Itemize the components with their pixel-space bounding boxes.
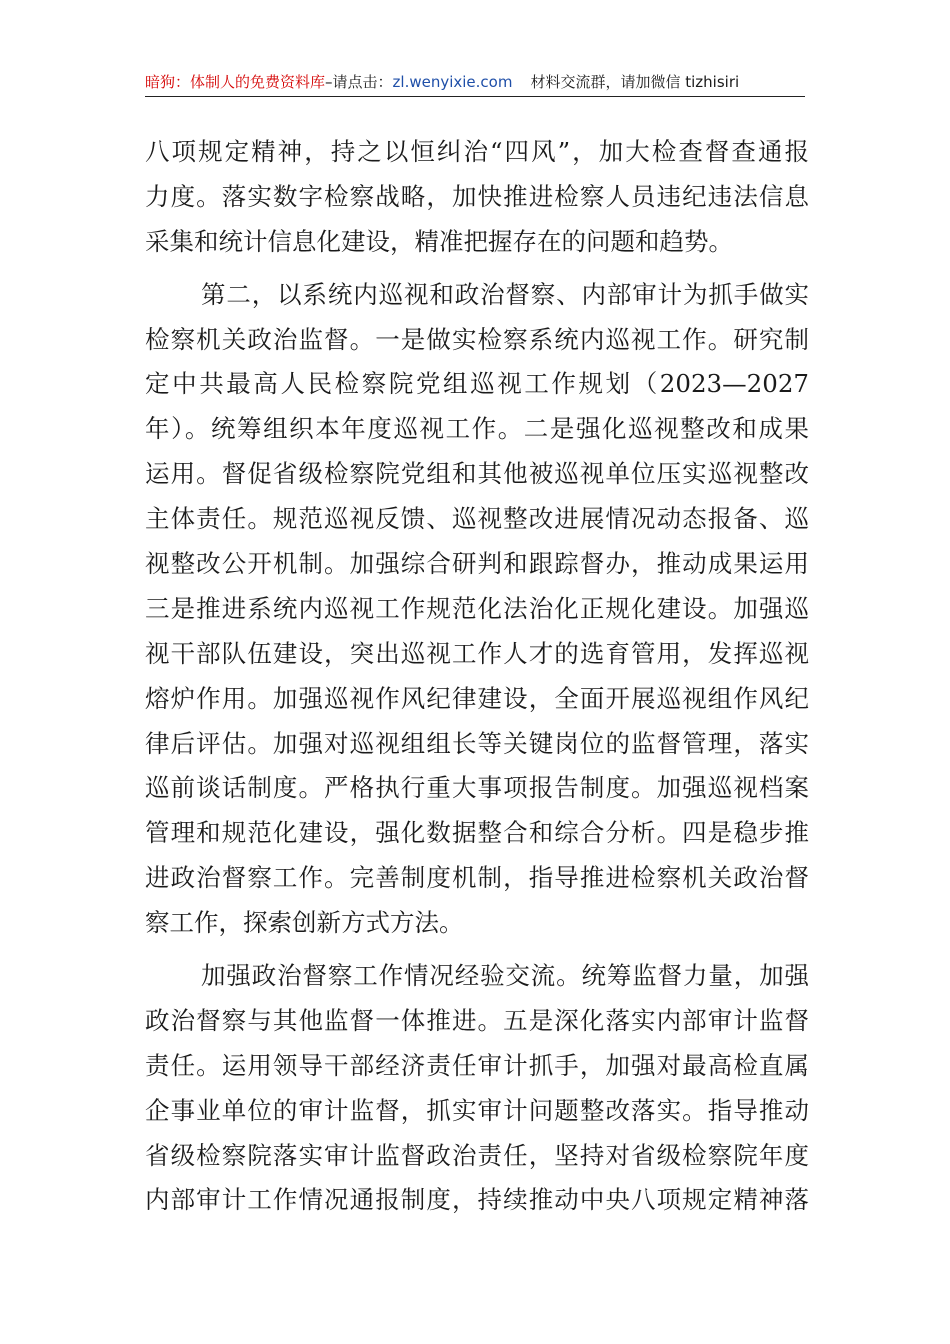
text-line: 察工作，探索创新方式方法。 [145, 908, 464, 938]
paragraph [145, 273, 809, 946]
text-line: 检察机关政治监督。一是做实检察系统内巡视工作。研究制 [145, 324, 809, 354]
text-line: 视干部队伍建设，突出巡视工作人才的选育管用，发挥巡视 [145, 638, 809, 668]
page-header [145, 70, 805, 94]
header-divider [145, 96, 805, 97]
text-line: 加强政治督察工作情况经验交流。统筹监督力量，加强 [201, 961, 809, 991]
text-line: 企事业单位的审计监督，抓实审计问题整改落实。指导推动 [145, 1095, 809, 1125]
text-line: 视整改公开机制。加强综合研判和跟踪督办，推动成果运用 [145, 549, 809, 579]
text-line: 巡前谈话制度。严格执行重大事项报告制度。加强巡视档案 [145, 773, 809, 803]
text-line: 采集和统计信息化建设，精准把握存在的问题和趋势。 [145, 226, 733, 256]
text-line: 定中共最高人民检察院党组巡视工作规划（2023—2027 [145, 369, 809, 399]
text-line: 管理和规范化建设，强化数据整合和综合分析。四是稳步推 [145, 818, 809, 848]
text-line: 政治督察与其他监督一体推进。五是深化落实内部审计监督 [145, 1005, 809, 1035]
text-line: 八项规定精神，持之以恒纠治“四风”，加大检查督查通报 [145, 137, 809, 166]
header-group-text: 材料交流群，请加微信 tizhisiri [530, 73, 740, 91]
text-line: 主体责任。规范巡视反馈、巡视整改进展情况动态报备、巡 [145, 504, 809, 534]
paragraph [145, 130, 809, 265]
header-url-link[interactable]: zl.wenyixie.com [392, 73, 513, 91]
document-body [145, 130, 809, 1223]
text-line: 力度。落实数字检察战略，加快推进检察人员违纪违法信息 [145, 181, 809, 211]
text-line: 三是推进系统内巡视工作规范化法治化正规化建设。加强巡 [145, 593, 809, 623]
header-source: 暗狗：体制人的免费资料库 [145, 73, 326, 91]
text-line: 进政治督察工作。完善制度机制，指导推进检察机关政治督 [145, 863, 809, 893]
header-click-prompt: –请点击： [325, 73, 393, 91]
text-line: 律后评估。加强对巡视组组长等关键岗位的监督管理，落实 [145, 728, 809, 758]
text-line: 第二，以系统内巡视和政治督察、内部审计为抓手做实 [201, 279, 809, 309]
text-line: 省级检察院落实审计监督政治责任，坚持对省级检察院年度 [145, 1140, 809, 1170]
text-line: 内部审计工作情况通报制度，持续推动中央八项规定精神落 [145, 1185, 809, 1215]
text-line: 熔炉作用。加强巡视作风纪律建设，全面开展巡视组作风纪 [145, 683, 809, 713]
text-line: 责任。运用领导干部经济责任审计抓手，加强对最高检直属 [145, 1050, 809, 1080]
text-line: 运用。督促省级检察院党组和其他被巡视单位压实巡视整改 [145, 459, 809, 489]
text-line: 年）。统筹组织本年度巡视工作。二是强化巡视整改和成果 [145, 414, 809, 444]
paragraph [145, 954, 809, 1223]
